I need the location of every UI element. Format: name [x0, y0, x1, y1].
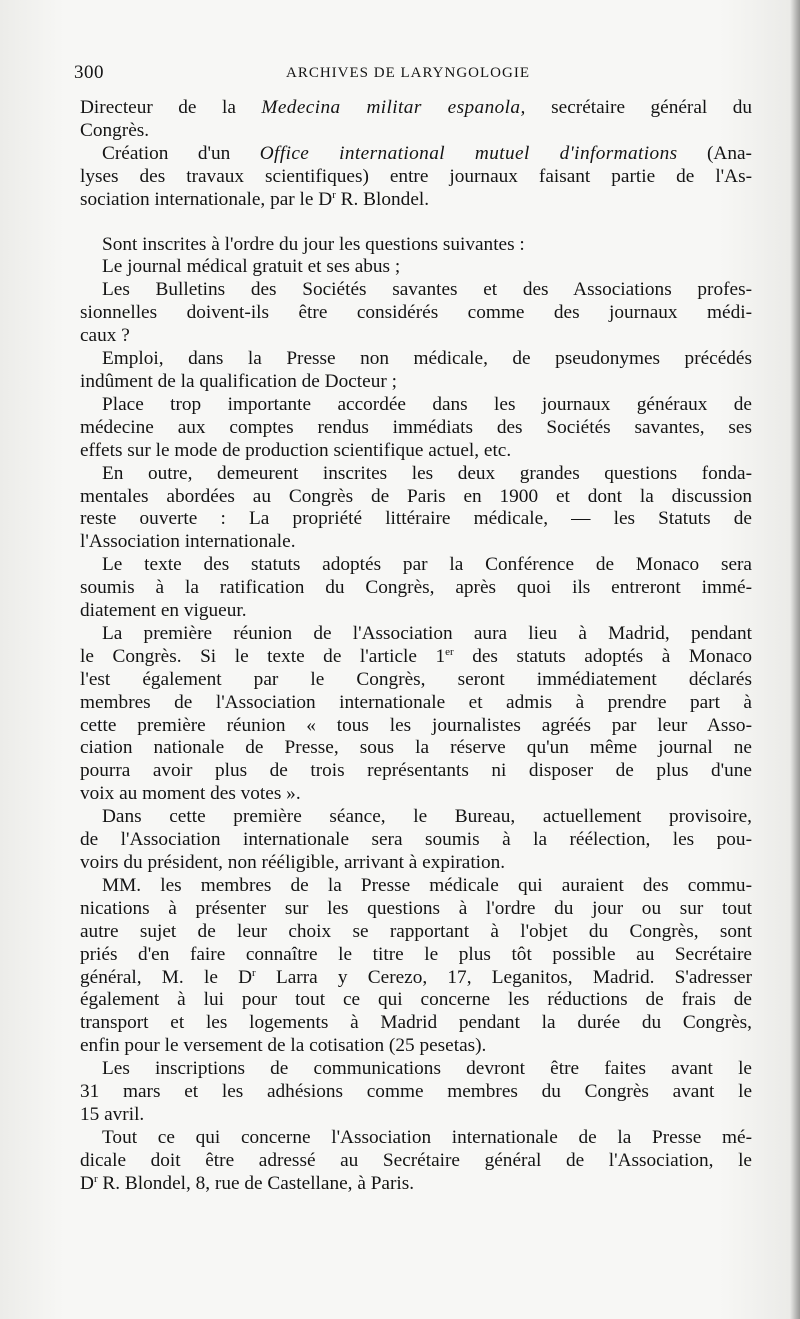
- text-line: Le journal médical gratuit et ses abus ;: [102, 256, 401, 278]
- text-line: l'est également par le Congrès, seront immédiatement déclarés: [80, 668, 752, 690]
- body-text: [80, 97, 752, 1196]
- text-line: priés d'en faire connaître le titre le plus tôt possible au Secrétaire: [80, 943, 752, 965]
- text-line: sionnelles doivent-ils être considérés comme des journaux médi-: [80, 302, 752, 324]
- text-line: MM. les membres de la Presse médicale qui auraient des commu-: [102, 874, 752, 896]
- page-header: [74, 62, 742, 86]
- text-line: Place trop importante accordée dans les journaux généraux de: [102, 393, 752, 415]
- text-line: le Congrès. Si le texte de l'article 1er des statuts adoptés à Monaco: [80, 645, 753, 667]
- text-line: enfin pour le versement de la cotisation (25 pesetas).: [80, 1035, 487, 1057]
- text-line: Congrès.: [80, 119, 150, 141]
- text-line: 15 avril.: [80, 1103, 145, 1125]
- text-line: soumis à la ratification du Congrès, après quoi ils entreront immé-: [80, 577, 752, 599]
- text-line: dicale doit être adressé au Secrétaire général de l'Association, le: [80, 1149, 752, 1171]
- text-line: La première réunion de l'Association aura lieu à Madrid, pendant: [102, 622, 752, 644]
- text-line: médecine aux comptes rendus immédiats des Sociétés savantes, ses: [80, 416, 752, 438]
- text-line: reste ouverte : La propriété littéraire médicale, — les Statuts de: [80, 508, 752, 530]
- text-line: Les inscriptions de communications devront être faites avant le: [102, 1058, 752, 1080]
- text-line: membres de l'Association internationale et admis à prendre part à: [80, 691, 752, 713]
- text-line: voix au moment des votes ».: [80, 783, 301, 805]
- text-line: Sont inscrites à l'ordre du jour les questions suivantes :: [102, 233, 525, 255]
- text-line: pourra avoir plus de trois représentants ni disposer de plus d'une: [80, 760, 752, 782]
- text-line: transport et les logements à Madrid pendant la durée du Congrès,: [80, 1012, 752, 1034]
- text-line: $D^r$ R. Blondel, 8, rue de Castellane, à Paris.: [80, 1172, 415, 1194]
- text-line: Création d'un Office international mutuel d'informations (Ana-: [102, 142, 752, 164]
- text-line: autre sujet de leur choix se rapportant à l'objet du Congrès, sont: [80, 920, 752, 942]
- text-line: également à lui pour tout ce qui concerne les réductions de frais de: [80, 989, 752, 1011]
- text-line: l'Association internationale.: [80, 531, 296, 553]
- text-line: voirs du président, non rééligible, arrivant à expiration.: [80, 852, 506, 873]
- paragraph-gap: [80, 212, 752, 234]
- text-line: Les Bulletins des Sociétés savantes et des Associations profes-: [102, 279, 752, 301]
- text-line: ciation nationale de Presse, sous la réserve qu'un même journal ne: [80, 737, 752, 759]
- text-line: Le texte des statuts adoptés par la Conférence de Monaco sera: [102, 554, 752, 576]
- page-number: 300: [74, 62, 104, 83]
- text-line: cette première réunion « tous les journalistes agréés par leur Asso-: [80, 714, 752, 736]
- text-line: lyses des travaux scientifiques) entre journaux faisant partie de l'As-: [80, 165, 752, 187]
- text-line: de l'Association internationale sera soumis à la réélection, les pou-: [80, 829, 752, 851]
- text-line: indûment de la qualification de Docteur ;: [80, 370, 397, 392]
- text-line: sociation internationale, par le $D^r$ R. Blondel.: [80, 188, 430, 210]
- text-line: 31 mars et les adhésions comme membres du Congrès avant le: [80, 1081, 752, 1103]
- running-head: ARCHIVES DE LARYNGOLOGIE: [286, 65, 530, 81]
- text-line: Directeur de la Medecina militar espanola, secrétaire général du: [80, 97, 752, 118]
- text-line: Tout ce qui concerne l'Association internationale de la Presse mé-: [102, 1126, 752, 1148]
- text-line: Dans cette première séance, le Bureau, actuellement provisoire,: [102, 806, 752, 828]
- text-line: diatement en vigueur.: [80, 600, 247, 622]
- text-line: caux ?: [80, 325, 130, 347]
- text-line: général, M. le $D^r$ Larra y Cerezo, 17, Leganitos, Madrid. S'adresser: [80, 966, 752, 988]
- text-line: effets sur le mode de production scientifique actuel, etc.: [80, 439, 512, 461]
- text-line: Emploi, dans la Presse non médicale, de pseudonymes précédés: [102, 348, 752, 370]
- text-line: En outre, demeurent inscrites les deux grandes questions fonda-: [102, 462, 752, 484]
- text-line: nications à présenter sur les questions à l'ordre du jour ou sur tout: [80, 897, 752, 919]
- text-line: mentales abordées au Congrès de Paris en 1900 et dont la discussion: [80, 485, 752, 507]
- page-edge-shadow: [790, 0, 800, 1319]
